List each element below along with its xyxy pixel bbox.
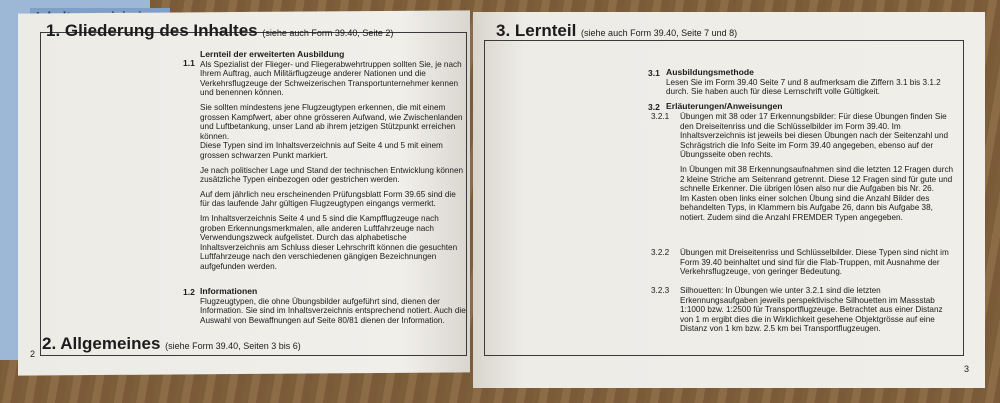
section-1-2: [200, 287, 466, 330]
section-3-2-1-paragraph: Übungen mit 38 oder 17 Erkennungsbilder: Für diese Übungen finden Sie den Dreiseitenriss und die Schlüsselbilder im Form 39.40. Im Inhaltsverzeichnis ist jeweils bei diesen Übungen nach der Seitenzahl und Schrägstrich die Info Seite im Form 39.40 angegeben, ebenso auf der Übungsseite oben rechts.: [680, 112, 949, 160]
section-3-2-1: [680, 112, 958, 228]
section-1-1-title: Lernteil der erweiterten Ausbildung: [200, 49, 345, 59]
heading-lernteil-title: 3. Lernteil: [496, 21, 577, 40]
heading-allgemeines-ref: (siehe Form 39.40, Seiten 3 bis 6): [165, 341, 301, 351]
section-1-2-number: 1.2: [183, 287, 195, 297]
section-3-2-1-paragraph: In Übungen mit 38 Erkennungsaufnahmen sind die letzten 12 Fragen durch 2 kleine Striche am Seitenrand getrennt. Diese 12 Fragen sind für gute und schnelle Erkenner. Die übrigen lösen also nur die Aufgaben bis Nr. 26. Im Kasten oben links einer solchen Übung sind die Anzahl Bilder des behandelten Typs, in Klammern bis Aufgabe 26, dann bis Aufgabe 38, notiert. Zudem sind die Anzahl FREMDER Typen angegeben.: [680, 164, 954, 222]
heading-lernteil-ref: (siehe auch Form 39.40, Seite 7 und 8): [581, 28, 738, 38]
section-3-2-3-text: Silhouetten: In Übungen wie unter 3.2.1 sind die letzten Erkennungsaufgaben jeweils perspektivische Silhouetten im Massstab 1:1000 bzw. 1:2500 für Transportflugzeuge. Betrachtet aus einer Distanz von 1 m ergibt dies die in Wirklichkeit gesehene Objektgrösse auf eine Distanz von 1 km bzw. 2.5 km bei Transportflugzeugen.: [680, 286, 943, 334]
section-3-1-title: Ausbildungsmethode: [666, 67, 754, 77]
section-3-2-3: [680, 286, 958, 339]
section-3-1: [666, 68, 956, 102]
section-1-1-paragraph: Auf dem jährlich neu erscheinenden Prüfungsblatt Form 39.65 sind die für das laufende Jahr gültigen Flugzeugtypen eingangs vermerkt.: [200, 189, 456, 209]
section-3-1-number: 3.1: [648, 68, 660, 78]
section-3-2-title: Erläuterungen/Anweisungen: [666, 101, 783, 111]
section-3-2-2-text: Übungen mit Dreiseitenriss und Schlüsselbilder. Diese Typen sind nicht im Form 39.40 beinhaltet und sind für die Flab-Truppen, mit Ausnahme der Verkehrsflugzeuge, von geringer Bedeutung.: [680, 248, 949, 277]
section-1-2-title: Informationen: [200, 286, 258, 296]
heading-gliederung: [46, 21, 393, 41]
section-3-2-2: [680, 248, 958, 282]
page-number-left: 2: [30, 349, 36, 359]
section-3-2-2-number: 3.2.2: [651, 248, 670, 257]
section-1-2-text: Flugzeugtypen, die ohne Übungsbilder aufgeführt sind, dienen der Information. Sie sind im Inhaltsverzeichnis entsprechend notiert. Auch die Auswahl von Bewaffnungen auf Seite 80/81 dienen der Information.: [200, 296, 466, 325]
section-1-1-paragraph: Als Spezialist der Flieger- und Fliegerabwehrtruppen sollten Sie, je nach Ihrem Auftrag, auch Militärflugzeuge anderer Nationen und die Verkehrsflugzeuge der Schweizerischen Transportunternehmer kennen und benennen können.: [200, 59, 462, 98]
heading-allgemeines: [42, 334, 301, 354]
heading-lernteil: [496, 21, 737, 41]
section-3-1-text: Lesen Sie im Form 39.40 Seite 7 und 8 aufmerksam die Ziffern 3.1 bis 3.1.2 durch. Sie haben auch für diese Lernschrift volle Gültigkeit.: [666, 77, 941, 97]
section-3-2-number: 3.2: [648, 102, 660, 112]
heading-gliederung-title: 1. Gliederung des Inhaltes: [46, 21, 258, 40]
heading-gliederung-ref: (siehe auch Form 39.40, Seite 2): [262, 28, 394, 38]
section-1-1-paragraph: Im Inhaltsverzeichnis Seite 4 und 5 sind die Kampfflugzeuge nach groben Erkennungsmerkmalen, alle anderen Luftfahrzeuge nach Verwendungszweck aufgelistet. Durch das alphabetische Inhaltsverzeichnis am Schluss dieser Lehrschrift können die gesuchten Luftfahrzeuge nach den verschiedenen gängigen Bezeichnungen aufgefunden werden.: [200, 213, 458, 271]
heading-allgemeines-title: 2. Allgemeines: [42, 334, 161, 353]
section-1-1-number: 1.1: [183, 58, 195, 68]
page-number-right: 3: [964, 364, 970, 374]
section-3-2-3-number: 3.2.3: [651, 286, 670, 295]
section-1-1-paragraph: Je nach politischer Lage und Stand der technischen Entwicklung können zusätzliche Typen einbezogen oder gestrichen werden.: [200, 165, 464, 185]
section-1-1-paragraph: Sie sollten mindestens jene Flugzeugtypen erkennen, die mit einem grossen Kampfwert, aber ohne grösseren Aufwand, wie Zwischenlanden und Luftbetankung, unser Land ab ihrem jetzigen Stützpunkt erreichen können. Diese Typen sind im Inhaltsverzeichnis auf Seite 4 und 5 mit einem grossen schwarzen Punkt markiert.: [200, 102, 463, 160]
section-3-2-heading: [666, 102, 956, 112]
section-3-2-1-number: 3.2.1: [651, 112, 670, 121]
section-1-1: [200, 50, 466, 276]
